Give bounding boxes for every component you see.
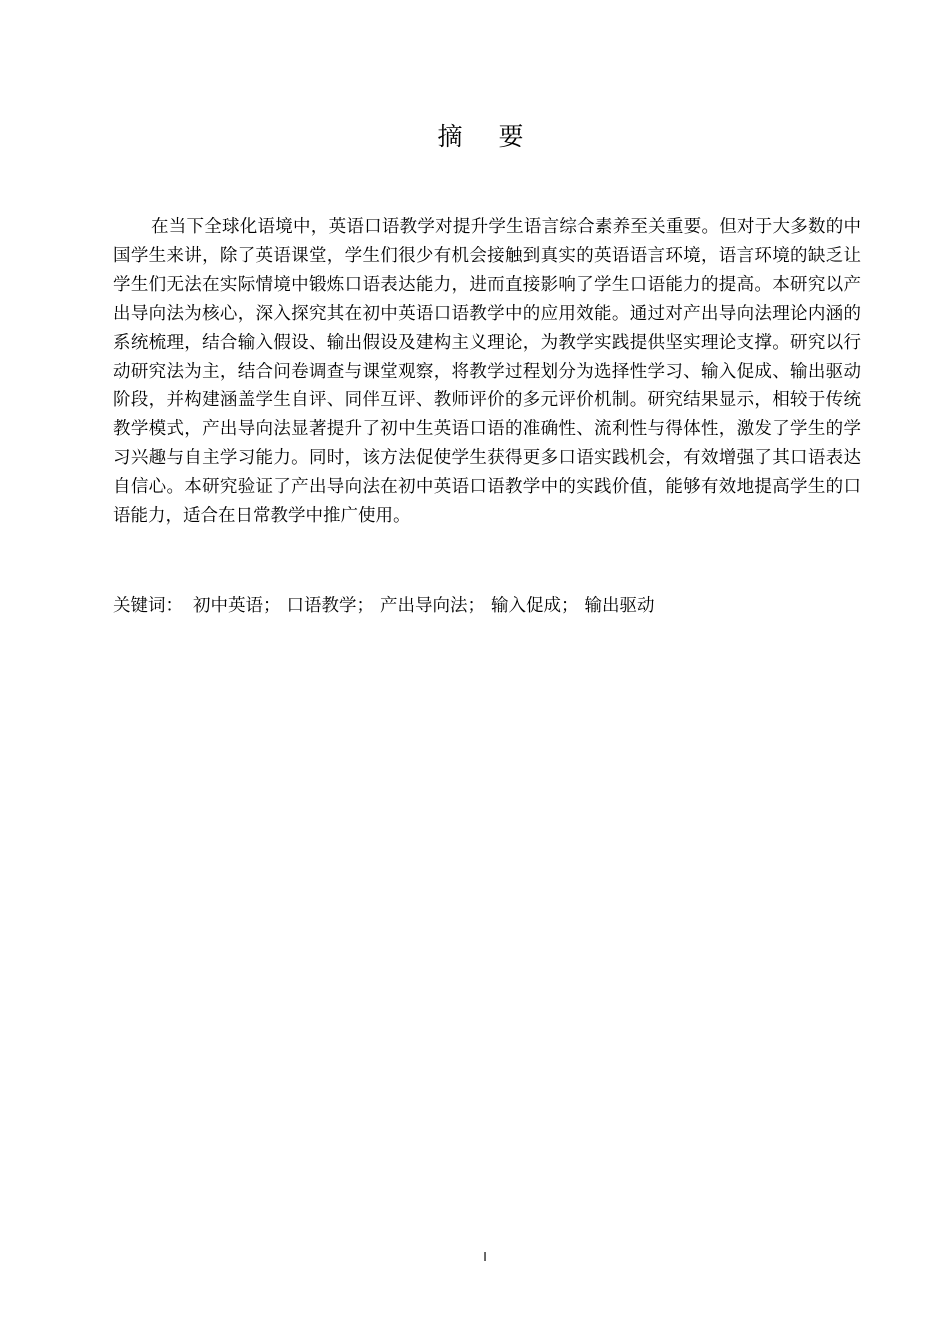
abstract-title: 摘 要 [437, 122, 538, 151]
keyword-item: 输入促成； [491, 596, 579, 616]
keyword-item: 初中英语； [193, 596, 281, 616]
keywords-label: 关键词： [113, 596, 183, 616]
keywords-line [113, 592, 861, 620]
keyword-item: 产出导向法； [380, 596, 485, 616]
abstract-body: 在当下全球化语境中，英语口语教学对提升学生语言综合素养至关重要。但对于大多数的中国学生来讲，除了英语课堂，学生们很少有机会接触到真实的英语语言环境，语言环境的缺乏让学生们无法在实际情境中锻炼口语表达能力，进而直接影响了学生口语能力的提高。本研究以产出导向法为核心，深入探究其在初中英语口语教学中的应用效能。通过对产出导向法理论内涵的系统梳理，结合输入假设、输出假设及建构主义理论，为教学实践提供坚实理论支撑。研究以行动研究法为主，结合问卷调查与课堂观察，将教学过程划分为选择性学习、输入促成、输出驱动阶段，并构建涵盖学生自评、同伴互评、教师评价的多元评价机制。研究结果显示，相较于传统教学模式，产出导向法显著提升了初中生英语口语的准确性、流利性与得体性，激发了学生的学习兴趣与自主学习能力。同时，该方法促使学生获得更多口语实践机会，有效增强了其口语表达自信心。本研究验证了产出导向法在初中英语口语教学中的实践价值，能够有效地提高学生的口语能力，适合在日常教学中推广使用。 [113, 217, 861, 527]
page-number: I [483, 1250, 487, 1264]
keyword-item: 口语教学； [286, 596, 374, 616]
keyword-item: 输出驱动 [584, 596, 655, 616]
